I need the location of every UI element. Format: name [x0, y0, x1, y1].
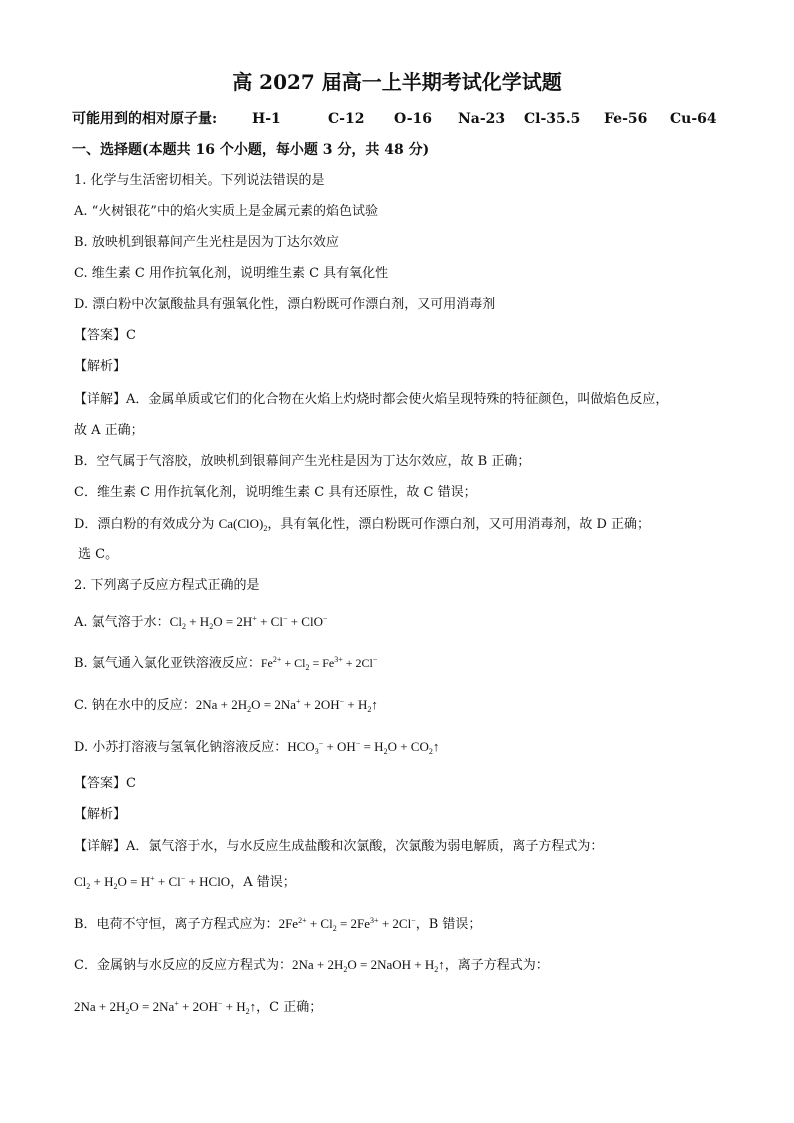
question-2-option-a: A. 氯气溶于水：$Cl_2 + H_2O = 2H^+ + Cl^- + ClO^-$ [74, 614, 328, 631]
atomic-mass-item: Fe-56 [604, 111, 648, 127]
question-1-detail-d: D．漂白粉的有效成分为 $Ca(ClO)_2$，具有氧化性，漂白粉既可作漂白剂，又可用消毒剂，故 D 正确； [74, 516, 651, 533]
question-2-option-d: D. 小苏打溶液与氢氧化钠溶液反应：$HCO_3^- + OH^- = H_2O$ + $CO_2↑$ [74, 739, 440, 756]
question-1-stem: 1. 化学与生活密切相关。下列说法错误的是 [74, 173, 325, 188]
question-2-option-b: B. 氯气通入氯化亚铁溶液反应：$Fe^{2+} + Cl_2 = Fe^{3+} + 2Cl^-$ [74, 655, 378, 672]
question-2-stem: 2. 下列离子反应方程式正确的是 [74, 578, 260, 593]
question-2-analysis-heading: 【解析】 [74, 807, 127, 822]
question-1-detail-a: 【详解】A．金属单质或它们的化合物在火焰上灼烧时都会使火焰呈现特殊的特征颜色，叫做焰色反应， [74, 392, 669, 407]
equation-a: $Cl_2 + H_2O = 2H^+ + Cl^- + ClO^-$ [169, 614, 328, 631]
question-2-option-c: C. 钠在水中的反应：$2Na + 2H_2O = 2Na^+ + 2OH^-$ + $H_2↑$ [74, 697, 378, 714]
page-title: 高 2027 届高一上半期考试化学试题 [232, 70, 562, 94]
question-1-option-b: B. 放映机到银幕间产生光柱是因为丁达尔效应 [74, 235, 339, 250]
formula-calcium-hypochlorite: $Ca(ClO)_2$ [218, 516, 268, 533]
question-1-detail-b: B．空气属于气溶胶，放映机到银幕间产生光柱是因为丁达尔效应，故 B 正确； [74, 454, 531, 469]
question-1-answer: 【答案】C [74, 328, 136, 343]
atomic-mass-item: Cu-64 [670, 111, 717, 127]
question-1-option-d: D. 漂白粉中次氯酸盐具有强氧化性，漂白粉既可作漂白剂，又可用消毒剂 [74, 297, 496, 312]
atomic-masses-label: 可能用到的相对原子量: [72, 111, 218, 127]
equation-d: $HCO_3^- + OH^- = H_2O$ + $CO_2↑$ [287, 739, 440, 756]
question-1-conclusion: 选 C。 [78, 547, 119, 562]
atomic-mass-item: Na-23 [458, 111, 506, 127]
question-2-detail-a: 【详解】A．氯气溶于水，与水反应生成盐酸和次氯酸，次氯酸为弱电解质，离子方程式为： [74, 839, 604, 854]
question-2-answer: 【答案】C [74, 776, 136, 791]
question-1-option-a: A. “火树银花”中的焰火实质上是金属元素的焰色试验 [74, 204, 378, 219]
atomic-mass-item: H-1 [252, 111, 281, 127]
question-2-detail-c: C．金属钠与水反应的反应方程式为：$2Na + 2H_2O$ = 2NaOH + $H_2↑$，离子方程式为： [74, 957, 549, 974]
question-2-detail-c-ionic: $2Na + 2H_2O = 2Na^+ + 2OH^-$ + $H_2↑$，C 正确； [74, 999, 323, 1016]
question-2-detail-b: B．电荷不守恒，离子方程式应为：$2Fe^{2+} + Cl_2 = 2Fe^{3+} + 2Cl^-$，B 错误； [74, 916, 482, 933]
atomic-mass-item: C-12 [328, 111, 365, 127]
question-2-detail-a-equation: $Cl_2 + H_2O = H^+ + Cl^-$ + HClO，A 错误； [74, 874, 296, 891]
section-heading: 一、选择题(本题共 16 个小题，每小题 3 分，共 48 分) [72, 142, 430, 158]
atomic-masses-line [72, 110, 732, 128]
question-1-detail-a-cont: 故 A 正确； [74, 423, 144, 438]
equation-b: $Fe^{2+} + Cl_2 = Fe^{3+} + 2Cl^-$ [260, 655, 378, 672]
equation-c: $2Na + 2H_2O = 2Na^+ + 2OH^-$ + $H_2↑$ [195, 697, 378, 714]
atomic-mass-item: O-16 [394, 111, 433, 127]
question-1-option-c: C. 维生素 C 用作抗氧化剂，说明维生素 C 具有氧化性 [74, 266, 389, 281]
question-1-analysis-heading: 【解析】 [74, 359, 127, 374]
atomic-mass-item: Cl-35.5 [524, 111, 581, 127]
question-1-detail-c: C．维生素 C 用作抗氧化剂，说明维生素 C 具有还原性，故 C 错误； [74, 485, 477, 500]
